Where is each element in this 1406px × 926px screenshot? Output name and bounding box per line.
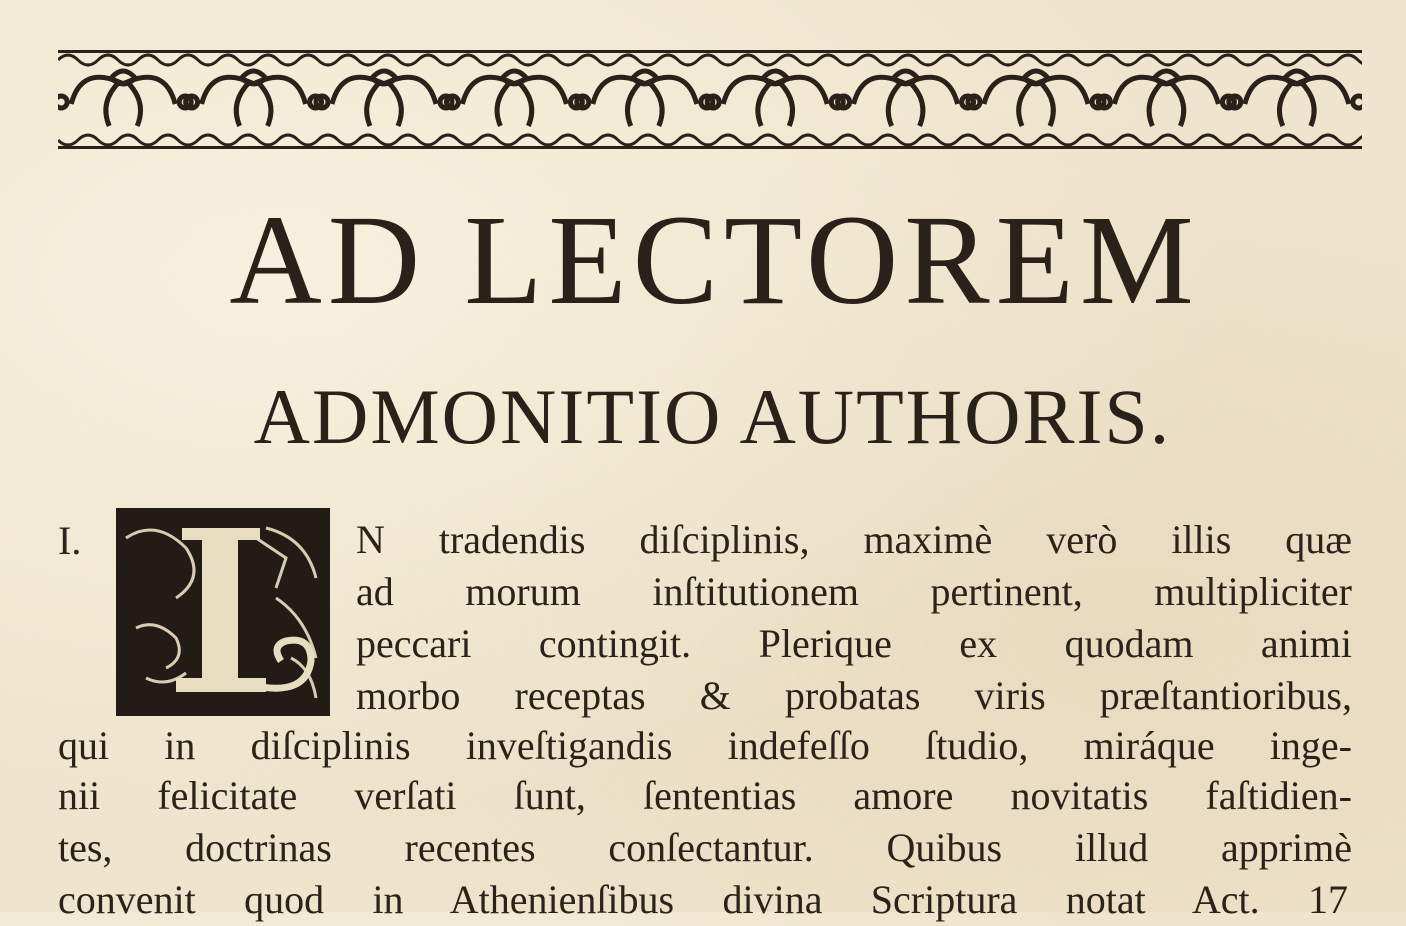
ornament-motif	[316, 71, 452, 126]
woodcut-initial-icon	[116, 508, 330, 716]
text-line: qui in diſciplinis inveſtigandis indefeſſo ſtudio, miráque inge-	[58, 723, 1352, 768]
paragraph-number: I.	[58, 518, 82, 563]
text-line: ad morum inſtitutionem pertinent, multipliciter	[356, 569, 1352, 614]
ornament-motif	[1098, 71, 1234, 126]
ornament-motif	[968, 71, 1104, 126]
ornament-motif	[58, 71, 191, 126]
text-line: morbo receptas & probatas viris præſtantioribus,	[356, 673, 1352, 718]
ornament-motif	[446, 71, 582, 126]
text-line: peccari contingit. Plerique ex quodam animi	[356, 621, 1352, 666]
floral-headpiece-icon	[58, 44, 1362, 156]
text-line: tes, doctrinas recentes conſectantur. Quibus illud apprimè	[58, 825, 1352, 870]
ornament-motif	[577, 71, 713, 126]
text-line: N tradendis diſciplinis, maximè verò illis quæ	[356, 517, 1352, 562]
text-line: nii felicitate verſati ſunt, ſententias amore novitatis faſtidien-	[58, 773, 1352, 818]
text-line: convenit quod in Athenienſibus divina Scriptura notat Act. 17	[58, 877, 1348, 922]
ornament-motif	[1229, 71, 1362, 126]
page-title: AD LECTOREM	[229, 189, 1200, 331]
ornament-motif	[707, 71, 843, 126]
page-subtitle: ADMONITIO AUTHORIS.	[253, 373, 1172, 460]
ornament-motif	[186, 71, 322, 126]
ornament-motif	[838, 71, 974, 126]
